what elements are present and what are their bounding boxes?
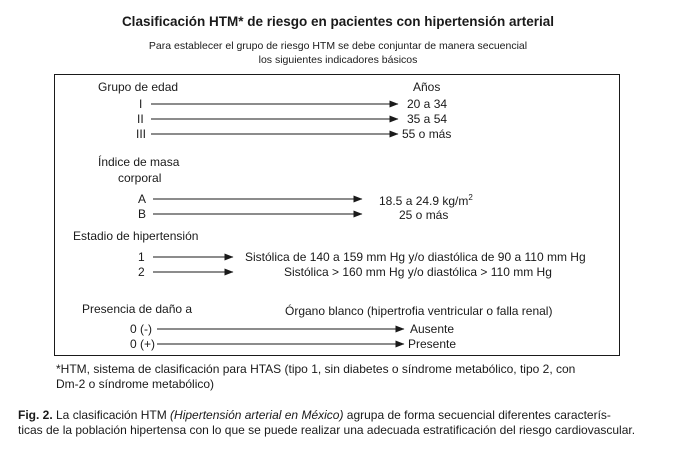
footnote-line-1: *HTM, sistema de clasificación para HTAS (tipo 1, sin diabetes o síndrome metabólico, tipo 2, con	[56, 362, 576, 376]
age-label-1: I	[139, 97, 143, 111]
footnote-line-2: Dm-2 o síndrome metabólico)	[56, 377, 215, 391]
figure-caption	[18, 408, 668, 438]
stage-value-1: Sistólica de 140 a 159 mm Hg y/o diastólica de 90 a 110 mm Hg	[245, 250, 586, 264]
damage-value-pos: Presente	[408, 337, 457, 351]
age-value-heading: Años	[413, 80, 441, 94]
caption-text-after: agrupa de forma secuencial diferentes caracterís-	[343, 408, 611, 422]
subtitle-line-2: los siguientes indicadores básicos	[258, 53, 418, 66]
bmi-value-b: 25 o más	[399, 208, 449, 222]
age-value-1: 20 a 34	[407, 97, 448, 111]
stage-value-2: Sistólica > 160 mm Hg y/o diastólica > 110 mm Hg	[284, 265, 552, 279]
caption-label: Fig. 2.	[18, 408, 53, 422]
subtitle-line-1: Para establecer el grupo de riesgo HTM se debe conjuntar de manera secuencial	[148, 40, 528, 52]
bmi-label-a: A	[138, 192, 147, 206]
stage-heading: Estadio de hipertensión	[73, 229, 199, 243]
bmi-value-a-sup: 2	[468, 193, 473, 202]
footnote	[56, 362, 636, 392]
age-heading: Grupo de edad	[98, 80, 179, 94]
damage-label-neg: 0 (-)	[130, 322, 152, 336]
bmi-heading-line-1: Índice de masa	[98, 155, 180, 169]
stage-label-1: 1	[138, 250, 145, 264]
bmi-value-a	[379, 193, 473, 208]
age-label-2: II	[137, 112, 144, 126]
diagram-title: Clasificación HTM* de riesgo en pacientes con hipertensión arterial	[121, 14, 555, 29]
caption-italic: (Hipertensión arterial en México)	[170, 408, 344, 422]
age-value-2: 35 a 54	[407, 112, 448, 126]
damage-label-pos: 0 (+)	[130, 337, 156, 351]
age-label-3: III	[136, 127, 147, 141]
caption-text-before: La clasificación HTM	[52, 408, 171, 422]
damage-value-neg: Ausente	[410, 322, 455, 336]
damage-value-heading: Órgano blanco (hipertrofia ventricular o falla renal)	[285, 304, 553, 318]
bmi-heading-line-2: corporal	[118, 171, 162, 185]
bmi-value-a-text: 18.5 a 24.9 kg/m	[379, 194, 469, 208]
stage-label-2: 2	[138, 265, 145, 279]
damage-heading: Presencia de daño a	[82, 302, 193, 316]
bmi-label-b: B	[138, 207, 147, 221]
age-value-3: 55 o más	[402, 127, 452, 141]
caption-line-2: ticas de la población hipertensa con lo que se puede realizar una adecuada estratificación del riesgo cardiovascular.	[18, 423, 636, 437]
caption-line-1	[18, 408, 668, 423]
